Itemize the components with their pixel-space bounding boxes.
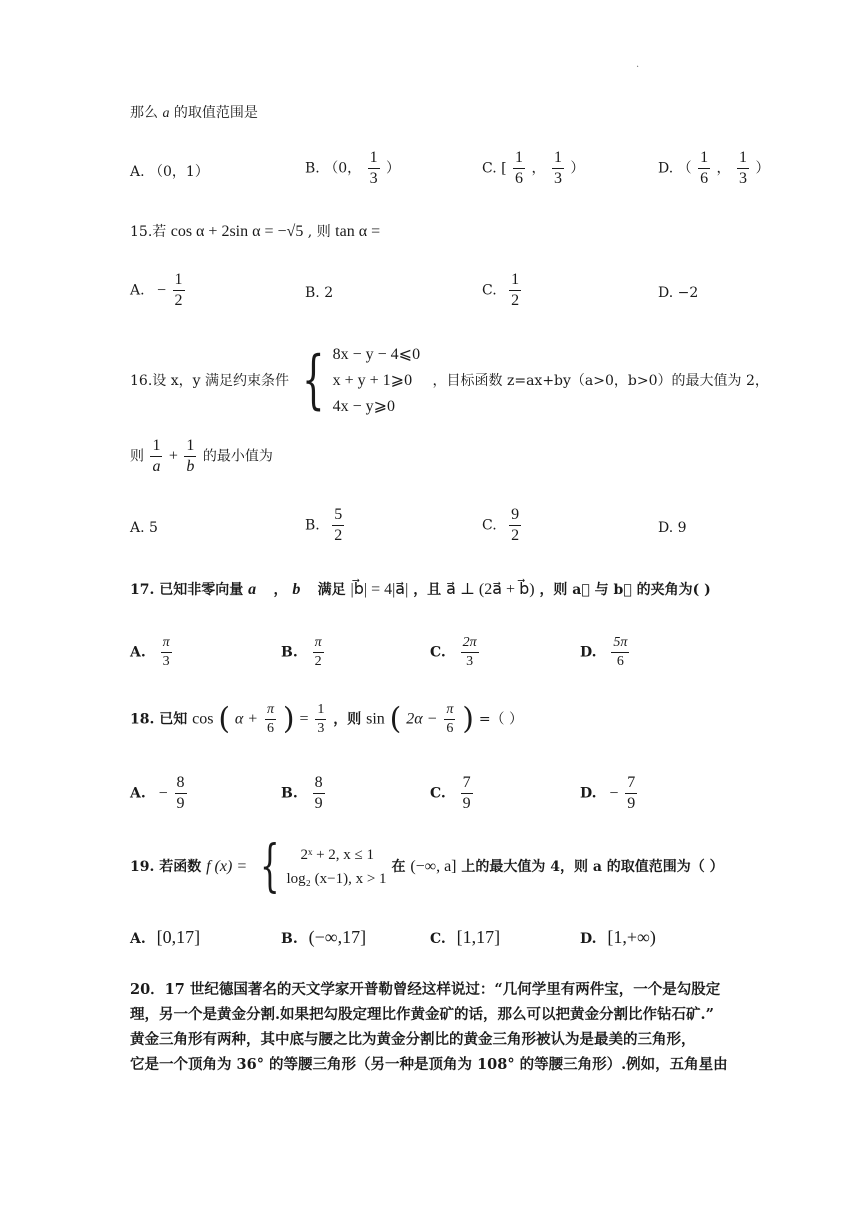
num: π bbox=[446, 702, 454, 717]
q19-pre: 19. 若函数 bbox=[130, 859, 202, 875]
q16-plus: + bbox=[168, 447, 178, 465]
q14-d-frac1 bbox=[698, 150, 710, 187]
num: 1 bbox=[515, 149, 524, 166]
den: b bbox=[186, 458, 195, 475]
q16-c-frac bbox=[509, 507, 521, 544]
q17-d-pre: D. bbox=[580, 644, 597, 661]
num: 1 bbox=[317, 702, 325, 717]
q20-line-3: 黄金三角形有两种，其中底与腰之比为黄金分割比的黄金三角形被认为是最美的三角形， bbox=[130, 1031, 696, 1048]
q14-text-end: 的取值范围是 bbox=[173, 105, 258, 121]
q16-line2 bbox=[130, 438, 273, 475]
left-paren-icon: ( bbox=[389, 701, 402, 737]
q17-a-frac bbox=[161, 636, 172, 669]
num: 1 bbox=[174, 271, 183, 288]
num: 5π bbox=[613, 635, 628, 650]
den: 9 bbox=[314, 795, 323, 812]
q17-sep: ， bbox=[273, 582, 288, 598]
right-paren-icon: ) bbox=[282, 701, 295, 737]
q17-b-pre: B. bbox=[281, 644, 298, 661]
den: 9 bbox=[462, 795, 471, 812]
q14-b-pre: B. （0， bbox=[305, 160, 362, 177]
right-paren-icon: ) bbox=[462, 701, 474, 737]
q15-a-frac bbox=[173, 272, 185, 309]
q18-cos: cos bbox=[192, 710, 214, 728]
q18-option-d bbox=[580, 775, 639, 812]
q14-var: a bbox=[162, 106, 170, 121]
q19-option-b bbox=[281, 928, 366, 946]
q18-sin: sin bbox=[366, 710, 385, 728]
num: π bbox=[162, 635, 170, 650]
q19-stem bbox=[130, 833, 724, 899]
q15-c-frac bbox=[509, 272, 521, 309]
den: 3 bbox=[553, 170, 562, 187]
num: 1 bbox=[553, 149, 562, 166]
q14-c-frac1 bbox=[513, 150, 525, 187]
q19-fx: f (x) = bbox=[206, 858, 248, 875]
q19-d-val: [1,+∞) bbox=[607, 927, 656, 947]
q17-c-frac bbox=[461, 636, 479, 669]
den: 6 bbox=[515, 170, 524, 187]
q15-expr2: tan α = bbox=[335, 223, 381, 240]
num: 8 bbox=[314, 774, 323, 791]
q17-cond1: |b⃗| = 4|a⃗| bbox=[350, 581, 409, 598]
q17-option-c bbox=[430, 636, 481, 669]
q14-text: 那么 bbox=[130, 105, 158, 121]
q18-a-sign: − bbox=[158, 784, 168, 802]
q16-frac-b bbox=[184, 438, 196, 475]
q17-option-d bbox=[580, 636, 631, 669]
q17-vec-b: b⃗ bbox=[292, 581, 313, 598]
q17-a-pre: A. bbox=[130, 644, 146, 661]
den: 3 bbox=[461, 652, 479, 669]
q19-case-2: log₂ (x−1), x > 1 bbox=[286, 871, 387, 887]
q18-a-pre: A. bbox=[130, 785, 146, 802]
q19-mid: 在 bbox=[391, 859, 406, 875]
q16-b-pre: B. bbox=[305, 517, 320, 534]
q17-option-b bbox=[281, 636, 326, 669]
q17-cond2-pre: ，且 bbox=[413, 582, 442, 598]
q14-option-b bbox=[305, 150, 400, 187]
q19-option-c bbox=[430, 928, 500, 946]
q18-stem bbox=[130, 703, 523, 736]
q15-a-pre: A. bbox=[130, 282, 145, 299]
q18-d-pre: D. bbox=[580, 785, 597, 802]
q20-line-1: 20．17 世纪德国著名的天文学家开普勒曾经这样说过：“几何学里有两件宝，一个是勾股定 bbox=[130, 981, 721, 998]
q18-rhs-frac bbox=[315, 703, 326, 736]
q20-line-2: 理，另一个是黄金分割.如果把勾股定理比作黄金矿的话，那么可以把黄金分割比作钻石矿.” bbox=[130, 1006, 714, 1023]
num: π bbox=[314, 635, 322, 650]
q18-c-frac bbox=[461, 775, 473, 812]
den: 6 bbox=[700, 170, 709, 187]
den: 3 bbox=[161, 652, 172, 669]
q14-c-frac2 bbox=[552, 150, 564, 187]
num: 5 bbox=[334, 506, 343, 523]
num: 2π bbox=[462, 635, 477, 650]
q18-a-frac bbox=[175, 775, 187, 812]
q14-d-pre: D. （ bbox=[658, 160, 692, 177]
q14-b-frac bbox=[368, 150, 380, 187]
q17-option-a bbox=[130, 636, 174, 669]
q16-frac-a bbox=[150, 438, 162, 475]
q14-option-c bbox=[482, 150, 584, 187]
num: 1 bbox=[511, 271, 520, 288]
den: 3 bbox=[369, 170, 378, 187]
q18-c-pre: C. bbox=[430, 785, 446, 802]
q19-option-d bbox=[580, 928, 656, 946]
q16-c-pre: C. bbox=[482, 517, 497, 534]
q17-pre: 17. 已知非零向量 bbox=[130, 582, 244, 598]
q17-post: ，则 a⃗ 与 b⃗ 的夹角为( ) bbox=[539, 582, 711, 598]
brace-icon: { bbox=[302, 343, 325, 418]
q19-d-pre: D. bbox=[580, 931, 597, 947]
num: 7 bbox=[627, 774, 636, 791]
q20-paragraph bbox=[130, 977, 740, 1077]
q15-stem bbox=[130, 224, 380, 240]
q15-expr: cos α + 2sin α = −√5 bbox=[170, 223, 304, 240]
q17-c-pre: C. bbox=[430, 644, 446, 661]
q14-c-post: ） bbox=[570, 160, 585, 177]
den: 2 bbox=[313, 652, 324, 669]
q15-c-pre: C. bbox=[482, 282, 497, 299]
q17-vec-a: a⃗ bbox=[248, 581, 269, 598]
q14-d-frac2 bbox=[737, 150, 749, 187]
q15-option-b: B. 2 bbox=[305, 285, 334, 301]
q17-cond2: a⃗ ⊥ (2a⃗ + b⃗) bbox=[446, 581, 535, 598]
q19-c-val: [1,17] bbox=[456, 927, 501, 947]
q14-stem-tail bbox=[130, 106, 258, 121]
q16-stem bbox=[130, 342, 769, 420]
den: 2 bbox=[511, 292, 520, 309]
header-mark: . bbox=[636, 59, 640, 70]
den: 2 bbox=[334, 527, 343, 544]
q16-option-b bbox=[305, 507, 346, 544]
q18-sin-arg: 2α − bbox=[406, 710, 438, 728]
q16-l2-pre: 则 bbox=[130, 448, 144, 465]
q16-constraint-1: 8x − y − 4⩽0 bbox=[332, 346, 421, 363]
q16-system bbox=[333, 342, 420, 420]
num: 1 bbox=[152, 437, 161, 454]
q19-case-1: 2ˣ + 2, x ≤ 1 bbox=[300, 847, 375, 863]
q18-sin-frac bbox=[444, 703, 455, 736]
q19-a-pre: A. bbox=[130, 931, 146, 947]
q20-line-4: 它是一个顶角为 36° 的等腰三角形（另一种是顶角为 108° 的等腰三角形）.例如，五角星由 bbox=[130, 1056, 728, 1073]
q14-d-sep: ， bbox=[716, 160, 731, 177]
q14-option-a: A. （0，1） bbox=[130, 164, 209, 180]
brace-icon: { bbox=[260, 833, 280, 899]
q19-b-val: (−∞,17] bbox=[308, 927, 367, 947]
q16-b-frac bbox=[332, 507, 344, 544]
left-paren-icon: ( bbox=[218, 701, 231, 737]
num: 7 bbox=[462, 774, 471, 791]
num: 1 bbox=[186, 437, 195, 454]
q18-cos-arg: α + bbox=[234, 710, 259, 728]
q14-b-post: ） bbox=[386, 160, 401, 177]
q18-mid: ，则 bbox=[333, 711, 362, 728]
q18-pre: 18. 已知 bbox=[130, 711, 188, 728]
q18-d-sign: − bbox=[609, 784, 619, 802]
q15-option-c bbox=[482, 272, 523, 309]
q16-option-a: A. 5 bbox=[130, 520, 158, 536]
q18-eq: = bbox=[299, 710, 309, 728]
q18-option-b bbox=[281, 775, 327, 812]
q16-constraint-3: 4x − y⩾0 bbox=[332, 398, 396, 415]
q19-c-pre: C. bbox=[430, 931, 446, 947]
q19-post: 上的最大值为 4，则 a 的取值范围为（ ） bbox=[461, 859, 724, 875]
q16-pre: 16.设 x，y 满足约束条件 bbox=[130, 373, 289, 389]
q17-b-frac bbox=[313, 636, 324, 669]
q15-a-sign: − bbox=[157, 281, 167, 299]
den: a bbox=[152, 458, 161, 475]
q18-option-c bbox=[430, 775, 475, 812]
q18-option-a bbox=[130, 775, 189, 812]
num: 8 bbox=[176, 774, 185, 791]
q14-c-pre: C. [ bbox=[482, 160, 507, 177]
q19-option-a bbox=[130, 928, 200, 946]
q18-post: =（ ） bbox=[478, 711, 524, 728]
den: 2 bbox=[511, 527, 520, 544]
den: 3 bbox=[317, 721, 325, 736]
den: 6 bbox=[444, 719, 455, 736]
q19-b-pre: B. bbox=[281, 931, 298, 947]
num: 1 bbox=[700, 149, 709, 166]
den: 6 bbox=[265, 719, 276, 736]
q19-a-val: [0,17] bbox=[156, 927, 201, 947]
num: 1 bbox=[369, 149, 378, 166]
q14-option-d bbox=[658, 150, 769, 187]
num: π bbox=[266, 702, 274, 717]
q17-stem bbox=[130, 582, 711, 598]
den: 2 bbox=[174, 292, 183, 309]
q16-post: ，目标函数 z=ax+by（a>0，b>0）的最大值为 2， bbox=[432, 373, 769, 389]
q17-cond1-pre: 满足 bbox=[317, 582, 346, 598]
q18-b-pre: B. bbox=[281, 785, 298, 802]
num: 1 bbox=[739, 149, 747, 166]
num: 9 bbox=[511, 506, 520, 523]
q15-pre: 15.若 bbox=[130, 224, 167, 240]
den: 6 bbox=[611, 652, 629, 669]
q18-cos-frac bbox=[265, 703, 276, 736]
q19-cases bbox=[287, 843, 387, 891]
q14-c-sep: ， bbox=[531, 160, 546, 177]
q19-interval: (−∞, a] bbox=[410, 858, 457, 875]
q18-b-frac bbox=[313, 775, 325, 812]
q16-option-d: D. 9 bbox=[658, 520, 687, 536]
den: 3 bbox=[739, 170, 747, 187]
q15-option-a bbox=[130, 272, 187, 309]
q16-l2-post: 的最小值为 bbox=[202, 448, 273, 465]
den: 9 bbox=[627, 795, 636, 812]
q17-d-frac bbox=[611, 636, 629, 669]
q18-d-frac bbox=[625, 775, 637, 812]
q16-option-c bbox=[482, 507, 523, 544]
den: 9 bbox=[176, 795, 185, 812]
q15-option-d: D. −2 bbox=[658, 285, 699, 301]
q15-mid: , 则 bbox=[307, 224, 331, 240]
q16-constraint-2: x + y + 1⩾0 bbox=[332, 372, 413, 389]
q14-d-post: ） bbox=[755, 160, 770, 177]
